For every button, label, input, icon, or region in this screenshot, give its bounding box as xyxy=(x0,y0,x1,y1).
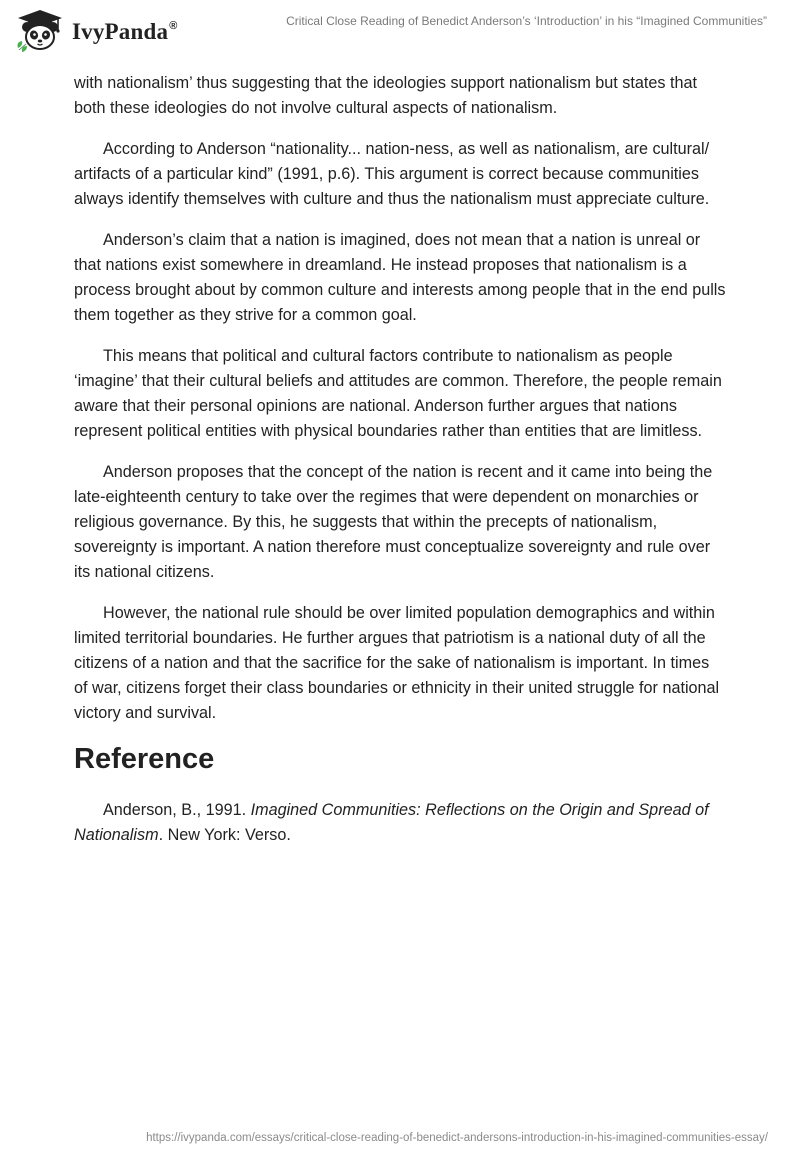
essay-body xyxy=(74,71,726,864)
source-url[interactable]: https://ivypanda.com/essays/critical-close-reading-of-benedict-andersons-introduction-in-his-imagined-communities-essay/ xyxy=(146,1132,768,1144)
paragraph: with nationalism’ thus suggesting that the ideologies support nationalism but states that both these ideologies do not involve cultural aspects of nationalism. xyxy=(74,74,697,117)
brand-label: IvyPanda xyxy=(72,19,169,44)
brand-name xyxy=(72,19,178,45)
page-header xyxy=(0,0,800,70)
panda-graduate-icon xyxy=(14,8,66,54)
document-title: Critical Close Reading of Benedict Anderson’s ‘Introduction’ in his “Imagined Communities” xyxy=(286,14,767,28)
reference-author-year: Anderson, B., 1991. xyxy=(103,801,251,819)
reference-book-title: Imagined Communities: Reflections on the Origin and Spread of Nationalism xyxy=(74,801,709,844)
paragraph: However, the national rule should be over limited population demographics and within limited territorial boundaries. He further argues that patriotism is a national duty of all the citizens of a nation and that the sacrifice for the sake of nationalism is important. In times of war, citizens forget their class boundaries or ethnicity in their united struggle for national victory and survival. xyxy=(74,604,720,722)
reference-heading: Reference xyxy=(74,743,215,775)
paragraph: This means that political and cultural factors contribute to nationalism as people ‘imagine’ that their cultural beliefs and attitudes are common. Therefore, the people remain aware that their personal opinions are national. Anderson further argues that nations represent political entities with physical boundaries rather than entities that are limitless. xyxy=(74,347,722,440)
ivypanda-logo[interactable] xyxy=(14,8,178,54)
paragraph: Anderson’s claim that a nation is imagined, does not mean that a nation is unreal or that nations exist somewhere in dreamland. He instead proposes that nationalism is a process brought about by common culture and interests among people that in the end pulls them together as they strive for a common goal. xyxy=(74,231,726,324)
registered-mark: ® xyxy=(169,20,178,32)
reference-entry xyxy=(74,798,726,848)
paragraph: According to Anderson “nationality... nation-ness, as well as nationalism, are cultural/ artifacts of a particular kind” (1991, p.6). This argument is correct because communities always identify themselves with culture and thus the nationalism must appreciate culture. xyxy=(74,140,710,208)
paragraph: Anderson proposes that the concept of the nation is recent and it came into being the late-eighteenth century to take over the regimes that were dependent on monarchies or religious governance. By this, he suggests that within the precepts of nationalism, sovereignty is important. A nation therefore must conceptualize sovereignty and rule over its national citizens. xyxy=(74,463,713,581)
reference-publisher: . New York: Verso. xyxy=(158,826,291,844)
